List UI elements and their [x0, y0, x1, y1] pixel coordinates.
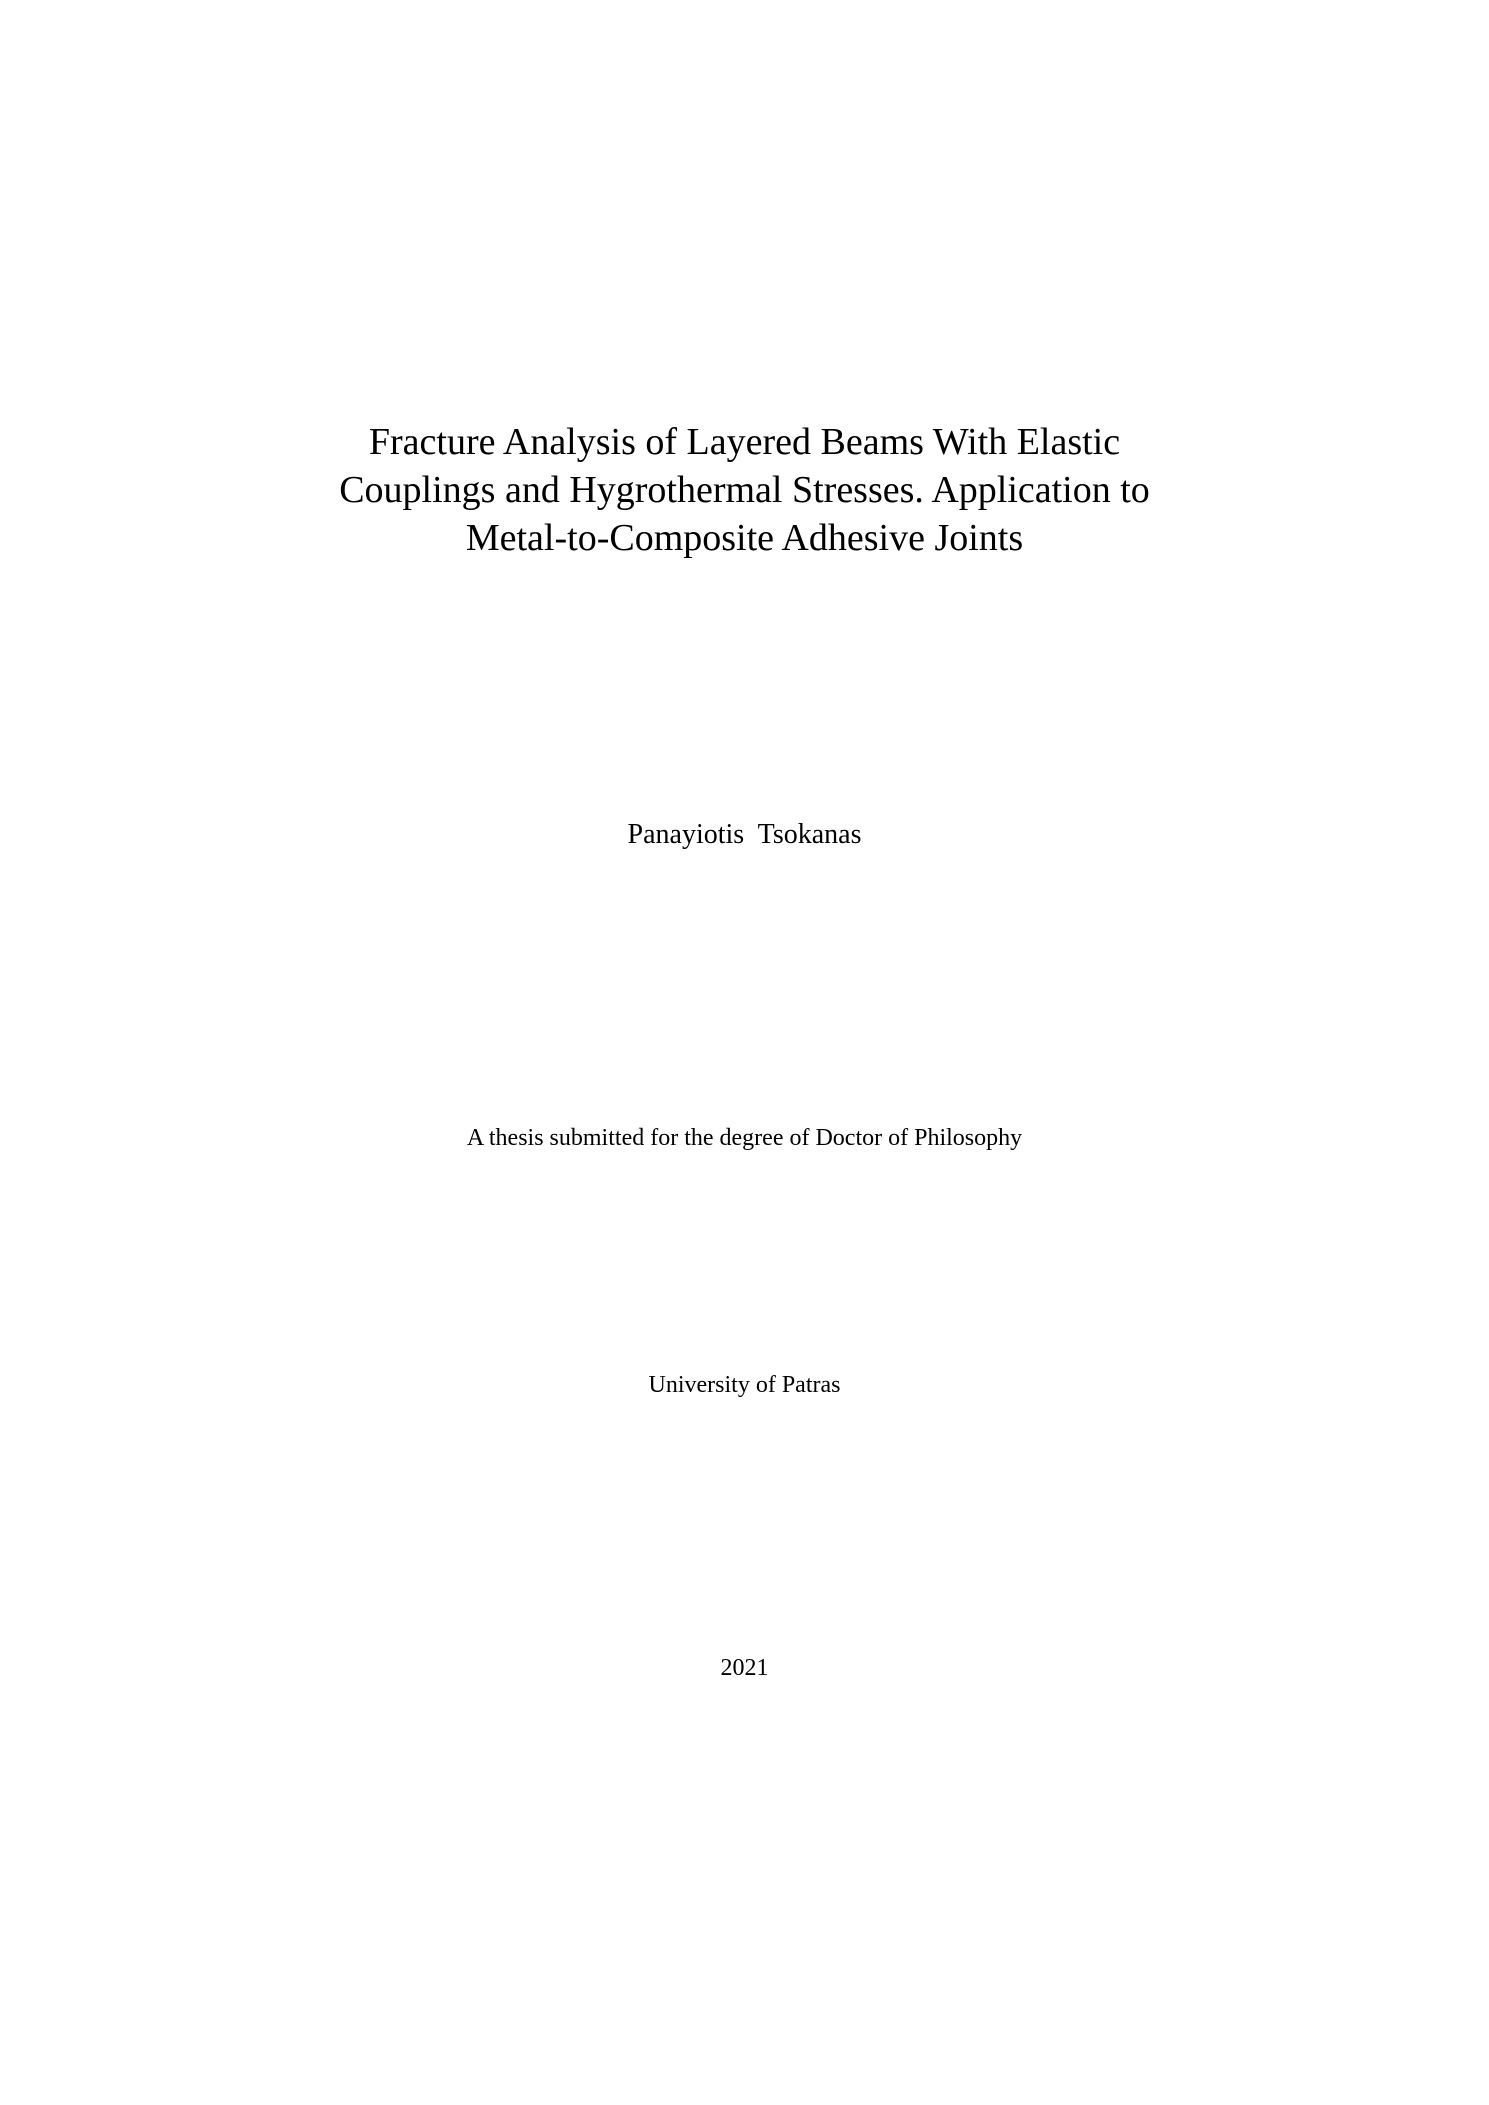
thesis-title-line: Fracture Analysis of Layered Beams With Elastic — [368, 421, 1121, 463]
author-name: Panayiotis Tsokanas — [627, 819, 862, 850]
thesis-title-line: Metal-to-Composite Adhesive Joints — [465, 517, 1024, 559]
thesis-title — [200, 418, 1289, 562]
institution-name: University of Patras — [648, 1372, 841, 1398]
thesis-title-line: Couplings and Hygrothermal Stresses. Application to — [339, 469, 1150, 511]
degree-statement: A thesis submitted for the degree of Doctor of Philosophy — [466, 1125, 1023, 1151]
publication-year: 2021 — [720, 1655, 769, 1681]
